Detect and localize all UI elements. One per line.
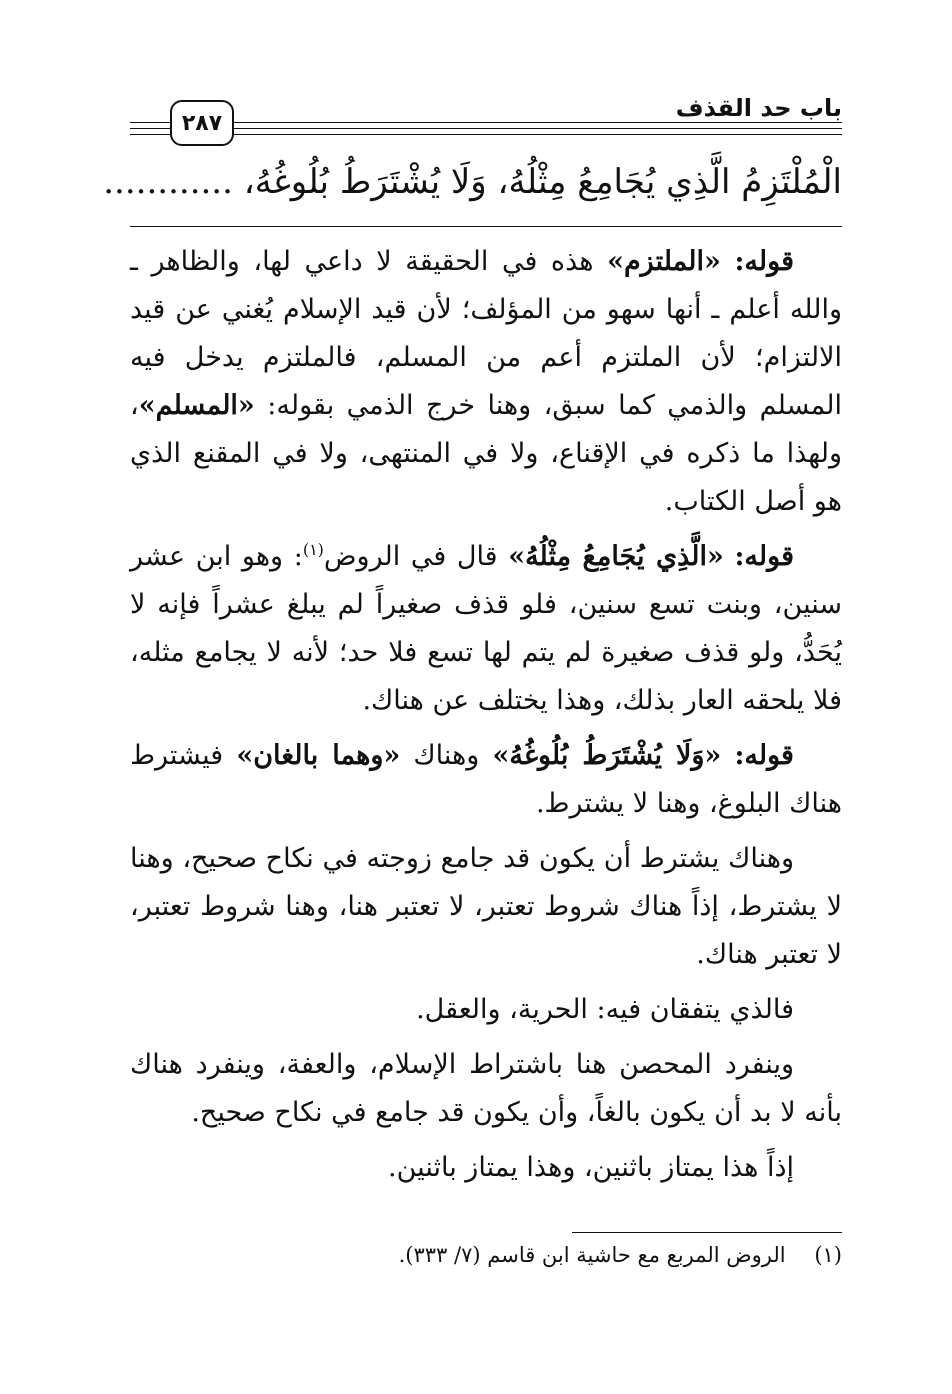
paragraph-2-text-before-note: قال في الروض <box>323 541 509 572</box>
paragraph-5: فالذي يتفقان فيه: الحرية، والعقل. <box>416 994 794 1025</box>
paragraph-2-lead: قوله: <box>734 541 794 572</box>
footnote-number: (١) <box>814 1243 842 1267</box>
paragraph-2-quote: «الَّذِي يُجَامِعُ مِثْلُهُ» <box>508 541 724 572</box>
matn-separator <box>130 226 842 227</box>
footnote-separator <box>572 1232 842 1233</box>
paragraph-3-text-2: فيشترط هناك البلوغ، وهنا لا يشترط. <box>130 740 842 819</box>
paragraph-1-quote: «الملتزم» <box>607 246 721 277</box>
paragraph-1-lead: قوله: <box>734 246 794 277</box>
matn-dots: ............ <box>103 162 233 202</box>
commentary-body <box>130 238 842 1199</box>
paragraph-2-text: : وهو ابن عشر سنين، وبنت تسع سنين، فلو قذف صغيراً لم يبلغ عشراً فإنه لا يُحَدُّ، ولو قذف صغيرة لم يتم لها تسع فلا حد؛ لأنه لا يجامع مثله، فلا يلحقه العار بذلك، وهذا يختلف عن هناك. <box>130 541 842 716</box>
paragraph-3-text: وهناك <box>400 740 493 771</box>
footnote <box>130 1240 842 1270</box>
running-title: باب حد القذف <box>675 94 842 122</box>
paragraph-4: وهناك يشترط أن يكون قد جامع زوجته في نكاح صحيح، وهنا لا يشترط، إذاً هناك شروط تعتبر، لا تعتبر هنا، وهنا شروط تعتبر، لا تعتبر هناك. <box>130 843 842 970</box>
paragraph-1-quote-2: «المسلم» <box>138 390 255 421</box>
footnote-text: الروض المربع مع حاشية ابن قاسم (٧/ ٣٣٣). <box>398 1243 786 1267</box>
header-rule-top <box>130 122 842 123</box>
paragraph-1-text-2: ، ولهذا ما ذكره في الإقناع، ولا في المنتهى، ولا في المقنع الذي هو أصل الكتاب. <box>130 390 842 517</box>
paragraph-3-quote-2: «وهما بالغان» <box>236 740 401 771</box>
header-rule-middle <box>130 128 842 129</box>
page-number: ٢٨٧ <box>170 100 234 146</box>
matn-line <box>102 156 842 208</box>
header-rule-bottom <box>130 134 842 135</box>
matn-text: الْمُلْتَزِمُ الَّذِي يُجَامِعُ مِثْلُهُ، وَلَا يُشْتَرَطُ بُلُوغُهُ، <box>243 162 842 202</box>
page-header <box>130 92 842 148</box>
paragraph-1-text: هذه في الحقيقة لا داعي لها، والظاهر ـ والله أعلم ـ أنها سهو من المؤلف؛ لأن قيد الإسلام يُغني عن قيد الالتزام؛ لأن الملتزم أعم من المسلم، فالملتزم يدخل فيه المسلم والذمي كما سبق، وهنا خرج الذمي بقوله: <box>130 246 842 421</box>
paragraph-3-lead: قوله: <box>734 740 794 771</box>
paragraph-7: إذاً هذا يمتاز باثنين، وهذا يمتاز باثنين. <box>388 1152 794 1183</box>
paragraph-1 <box>130 238 842 526</box>
paragraph-3 <box>130 732 842 828</box>
paragraph-3-quote: «وَلَا يُشْتَرَطُ بُلُوغُهُ» <box>492 740 722 771</box>
footnote-reference[interactable]: (١) <box>302 540 324 559</box>
paragraph-2 <box>130 533 842 725</box>
paragraph-6: وينفرد المحصن هنا باشتراط الإسلام، والعفة، وينفرد هناك بأنه لا بد أن يكون بالغاً، وأن يكون قد جامع في نكاح صحيح. <box>130 1049 842 1128</box>
